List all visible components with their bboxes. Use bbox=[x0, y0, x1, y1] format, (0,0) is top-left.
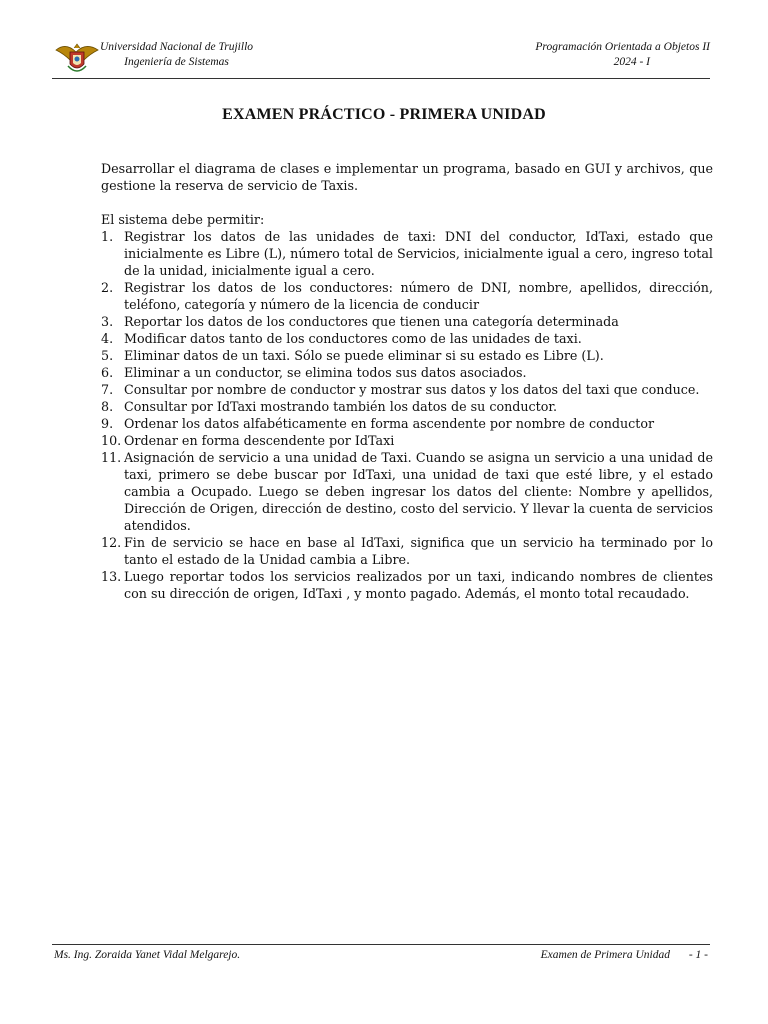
list-item-number: 9. bbox=[101, 416, 114, 431]
list-item bbox=[101, 228, 713, 279]
list-item bbox=[101, 432, 713, 449]
list-item-text: Consultar por nombre de conductor y mostrar sus datos y los datos del taxi que conduce. bbox=[124, 382, 700, 397]
list-item-text: Registrar los datos de las unidades de taxi: DNI del conductor, IdTaxi, estado que inicialmente es Libre (L), número total de Servicios, inicialmente igual a cero, ingreso total de la unidad, inicialmente igual a cero. bbox=[124, 229, 713, 278]
term-label: 2024 - I bbox=[613, 56, 650, 68]
exam-title: EXAMEN PRÁCTICO - PRIMERA UNIDAD bbox=[222, 106, 546, 123]
page-number: - 1 - bbox=[688, 949, 708, 961]
list-item-text: Registrar los datos de los conductores: número de DNI, nombre, apellidos, dirección, teléfono, categoría y número de la licencia de conducir bbox=[124, 280, 713, 312]
page-header bbox=[52, 38, 710, 79]
list-item bbox=[101, 279, 713, 313]
list-item bbox=[101, 381, 713, 398]
exam-body bbox=[101, 160, 713, 602]
list-item bbox=[101, 534, 713, 568]
list-item bbox=[101, 568, 713, 602]
list-item-number: 11. bbox=[101, 450, 122, 465]
header-course-info bbox=[450, 40, 710, 70]
header-institution bbox=[100, 40, 253, 70]
list-item-text: Modificar datos tanto de los conductores como de las unidades de taxi. bbox=[124, 331, 582, 346]
list-item-number: 4. bbox=[101, 331, 114, 346]
list-item-text: Ordenar los datos alfabéticamente en forma ascendente por nombre de conductor bbox=[124, 416, 655, 431]
list-item-text: Fin de servicio se hace en base al IdTaxi, significa que un servicio ha terminado por lo tanto el estado de la Unidad cambia a Libre. bbox=[124, 535, 713, 567]
school-name: Ingeniería de Sistemas bbox=[124, 56, 229, 68]
page-footer bbox=[52, 944, 710, 961]
university-name: Universidad Nacional de Trujillo bbox=[100, 41, 254, 53]
list-item bbox=[101, 398, 713, 415]
list-item-number: 7. bbox=[101, 382, 114, 397]
list-item-number: 8. bbox=[101, 399, 114, 414]
list-item bbox=[101, 415, 713, 432]
list-item-number: 12. bbox=[101, 535, 122, 550]
list-item-text: Consultar por IdTaxi mostrando también los datos de su conductor. bbox=[124, 399, 558, 414]
list-item bbox=[101, 449, 713, 534]
list-item-text: Luego reportar todos los servicios realizados por un taxi, indicando nombres de clientes con su dirección de origen, IdTaxi , y monto pagado. Además, el monto total recaudado. bbox=[124, 569, 713, 601]
list-item bbox=[101, 330, 713, 347]
list-item-number: 3. bbox=[101, 314, 114, 329]
intro-paragraph: Desarrollar el diagrama de clases e implementar un programa, basado en GUI y archivos, que gestione la reserva de servicio de Taxis. bbox=[101, 161, 713, 193]
list-item-number: 6. bbox=[101, 365, 114, 380]
requirements-heading: El sistema debe permitir: bbox=[101, 212, 265, 227]
university-crest-icon bbox=[54, 40, 100, 76]
list-item-number: 10. bbox=[101, 433, 122, 448]
list-item-text: Eliminar a un conductor, se elimina todos sus datos asociados. bbox=[124, 365, 527, 380]
list-item bbox=[101, 347, 713, 364]
list-item-text: Ordenar en forma descendente por IdTaxi bbox=[124, 433, 395, 448]
list-item bbox=[101, 313, 713, 330]
list-item-number: 13. bbox=[101, 569, 122, 584]
requirements-list bbox=[101, 228, 713, 602]
list-item-number: 2. bbox=[101, 280, 114, 295]
footer-exam-label: Examen de Primera Unidad bbox=[540, 949, 670, 961]
list-item-text: Asignación de servicio a una unidad de Taxi. Cuando se asigna un servicio a una unidad de taxi, primero se debe buscar por IdTaxi, una unidad de taxi que esté libre, y el estado cambia a Ocupado. Luego se deben ingresar los datos del cliente: Nombre y apellidos, Dirección de Origen, dirección de destino, costo del servicio. Y llevar la cuenta de servicios atendidos. bbox=[124, 450, 713, 533]
list-item bbox=[101, 364, 713, 381]
course-name: Programación Orientada a Objetos II bbox=[535, 41, 710, 53]
list-item-text: Reportar los datos de los conductores que tienen una categoría determinada bbox=[124, 314, 619, 329]
list-item-number: 1. bbox=[101, 229, 114, 244]
list-item-number: 5. bbox=[101, 348, 114, 363]
author-name: Ms. Ing. Zoraida Yanet Vidal Melgarejo. bbox=[54, 949, 241, 961]
list-item-text: Eliminar datos de un taxi. Sólo se puede eliminar si su estado es Libre (L). bbox=[124, 348, 604, 363]
